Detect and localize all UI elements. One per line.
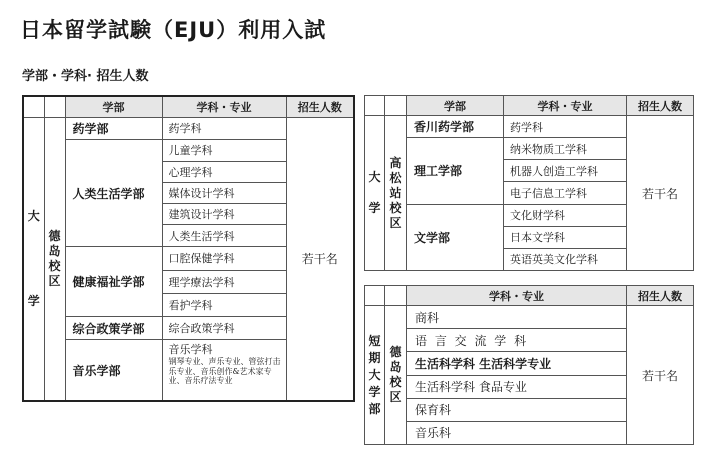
quota-value: 若干名 xyxy=(627,116,694,271)
faculty-name: 香川药学部 xyxy=(407,116,504,138)
header-major: 学科・专业 xyxy=(407,286,627,306)
major-name: 机器人创造工学科 xyxy=(504,160,627,182)
major-name: 语 言 交 流 学 科 xyxy=(407,329,627,352)
major-name: 纳米物质工学科 xyxy=(504,138,627,160)
header-quota: 招生人数 xyxy=(627,96,694,116)
faculty-name: 药学部 xyxy=(65,117,162,139)
major-name: 生活科学科 食品专业 xyxy=(407,375,627,398)
major-name: 音乐学科 xyxy=(168,343,213,357)
junior-college-table xyxy=(364,285,694,445)
header-quota: 招生人数 xyxy=(627,286,694,306)
major-name: 建筑设计学科 xyxy=(162,204,286,225)
major-name: 儿童学科 xyxy=(162,139,286,161)
header-blank xyxy=(44,96,65,117)
music-specialties-note: 钢琴专业、声乐专业、管弦打击乐专业、音乐创作&艺术家专业、音乐疗法专业 xyxy=(168,357,281,386)
major-name: 商科 xyxy=(407,306,627,329)
institution-type-label: 大 学 xyxy=(23,117,44,401)
header-major: 学科・专业 xyxy=(504,96,627,116)
faculty-name: 人类生活学部 xyxy=(65,139,162,247)
major-name: 药学科 xyxy=(162,117,286,139)
major-name: 文化财学科 xyxy=(504,204,627,226)
tokushima-university-table xyxy=(22,95,355,402)
major-name: 人类生活学科 xyxy=(162,225,286,247)
major-name: 媒体设计学科 xyxy=(162,183,286,204)
header-blank xyxy=(385,96,407,116)
page-subtitle: 学部・学科· 招生人数 xyxy=(22,69,149,84)
campus-label: 德 岛 校 区 xyxy=(44,117,65,401)
major-name: 综合政策学科 xyxy=(162,316,286,339)
header-blank xyxy=(365,286,385,306)
faculty-name: 文学部 xyxy=(407,204,504,270)
major-name: 口腔保健学科 xyxy=(162,247,286,270)
campus-label: 德 岛 校 区 xyxy=(385,306,407,445)
major-name: 理学療法学科 xyxy=(162,270,286,293)
faculty-name: 综合政策学部 xyxy=(65,316,162,339)
music-major-cell xyxy=(162,340,286,401)
major-name: 英语英美文化学科 xyxy=(504,248,627,270)
header-blank xyxy=(23,96,44,117)
institution-type-label: 大 学 xyxy=(365,116,385,271)
quota-value: 若干名 xyxy=(286,117,354,401)
major-name: 保育科 xyxy=(407,398,627,421)
major-name: 药学科 xyxy=(504,116,627,138)
faculty-name: 音乐学部 xyxy=(65,340,162,401)
faculty-name: 健康福祉学部 xyxy=(65,247,162,317)
major-name: 生活科学科 生活科学专业 xyxy=(407,352,627,375)
header-faculty: 学部 xyxy=(65,96,162,117)
page-title: 日本留学試験（EJU）利用入試 xyxy=(20,18,327,42)
major-name: 日本文学科 xyxy=(504,226,627,248)
header-faculty: 学部 xyxy=(407,96,504,116)
campus-label: 高 松 站 校 区 xyxy=(385,116,407,271)
major-name: 音乐科 xyxy=(407,421,627,444)
institution-type-label: 短 期 大 学 部 xyxy=(365,306,385,445)
header-quota: 招生人数 xyxy=(286,96,354,117)
header-blank xyxy=(385,286,407,306)
faculty-name: 理工学部 xyxy=(407,138,504,204)
quota-value: 若干名 xyxy=(627,306,694,445)
major-name: 电子信息工学科 xyxy=(504,182,627,204)
major-name: 看护学科 xyxy=(162,293,286,316)
major-name: 心理学科 xyxy=(162,161,286,182)
header-blank xyxy=(365,96,385,116)
takamatsu-university-table xyxy=(364,95,694,271)
header-major: 学科・专业 xyxy=(162,96,286,117)
